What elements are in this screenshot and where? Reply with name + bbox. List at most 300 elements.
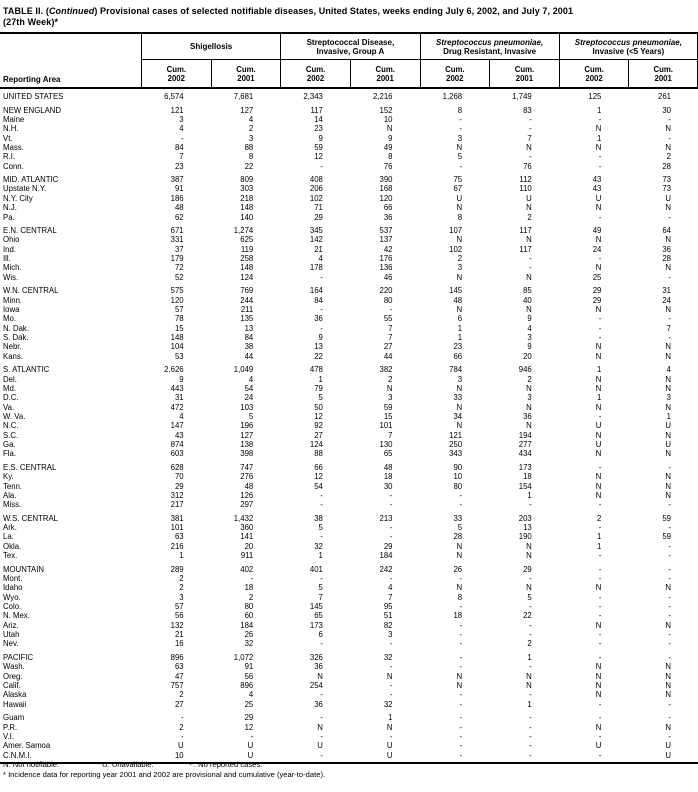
row-value: 43	[592, 175, 602, 185]
row-value: 211	[240, 304, 254, 314]
row-value: 2	[248, 592, 254, 602]
table-row	[0, 565, 698, 574]
row-value: N	[595, 481, 602, 491]
row-value: N	[456, 541, 463, 551]
row-value: -	[598, 639, 602, 649]
table-row	[0, 482, 698, 491]
row-value: 29	[592, 286, 602, 296]
row-value: 12	[314, 472, 323, 482]
row-label: Okla.	[3, 541, 22, 551]
row-value: N	[526, 583, 532, 593]
row-label: Tex.	[3, 551, 18, 561]
row-value: 2	[666, 152, 671, 162]
subcol-year: 2001	[237, 73, 255, 83]
row-value: 142	[309, 235, 323, 245]
row-value: N	[665, 142, 671, 152]
row-value: 24	[592, 244, 602, 254]
row-value: -	[459, 741, 463, 751]
table-title	[3, 6, 695, 28]
row-value: 56	[174, 611, 184, 621]
row-value: 360	[240, 523, 254, 533]
row-value: 5	[457, 152, 463, 162]
row-value: 125	[588, 92, 602, 101]
legend-not-notifiable: N: Not notifiable.	[3, 760, 60, 769]
row-value: N	[456, 235, 463, 245]
subcol-cum: Cum.	[236, 64, 256, 74]
table-row	[0, 273, 698, 282]
row-value: N	[595, 671, 602, 681]
row-value: 148	[240, 203, 254, 213]
row-value: 184	[379, 551, 393, 561]
row-value: 132	[170, 620, 184, 630]
row-label: N.J.	[3, 203, 17, 213]
row-value: 179	[170, 254, 184, 264]
row-label: N. Mex.	[3, 611, 30, 621]
column-group-strep-pneumoniae-under-5	[559, 34, 698, 60]
row-value: 80	[244, 602, 254, 612]
row-value: 2,626	[164, 365, 184, 375]
row-value: -	[181, 731, 184, 741]
row-value: -	[598, 314, 602, 324]
row-value: 140	[240, 212, 254, 222]
row-label: Ky.	[3, 472, 14, 482]
row-value: 2,216	[372, 92, 393, 101]
row-label: Guam	[3, 713, 25, 723]
row-value: 184	[240, 620, 254, 630]
row-value: -	[529, 254, 532, 264]
row-value: -	[598, 611, 602, 621]
row-value: 24	[662, 295, 671, 305]
row-value: -	[668, 564, 671, 574]
row-value: 8	[457, 105, 463, 115]
row-value: 120	[379, 193, 393, 203]
row-value: -	[459, 630, 463, 640]
table-row	[0, 162, 698, 171]
row-value: 6	[457, 314, 463, 324]
row-label: N.Y. City	[3, 193, 33, 203]
row-value: 47	[174, 671, 184, 681]
row-value: 9	[527, 342, 532, 352]
row-value: 1	[597, 532, 602, 542]
row-value: 12	[314, 152, 323, 162]
footnote-incidence: * Incidence data for reporting year 2001 and 2002 are provisional and cumulative (year-to-date).	[3, 770, 326, 779]
row-value: 2,343	[303, 92, 323, 101]
table-row	[0, 203, 698, 212]
table-row	[0, 286, 698, 295]
row-value: -	[529, 574, 532, 583]
row-value: 28	[662, 161, 671, 171]
row-value: 102	[449, 244, 463, 254]
row-value: 7	[388, 430, 393, 440]
row-value: 33	[453, 513, 463, 523]
row-value: -	[459, 690, 463, 700]
row-value: -	[389, 731, 393, 741]
row-value: 277	[518, 439, 532, 449]
row-value: 73	[662, 175, 671, 185]
row-value: 27	[174, 699, 184, 709]
row-value: 127	[240, 430, 254, 440]
row-value: 9	[318, 133, 323, 143]
table-row	[0, 662, 698, 671]
row-value: 1	[457, 333, 463, 342]
row-value: N	[386, 383, 393, 393]
row-value: 1,274	[233, 226, 254, 236]
row-value: 88	[314, 449, 323, 459]
row-value: 8	[248, 152, 254, 162]
row-value: 36	[383, 212, 393, 222]
row-value: 10	[383, 114, 393, 124]
row-value: 276	[240, 472, 254, 482]
table-row	[0, 700, 698, 709]
row-value: N	[526, 551, 532, 561]
row-value: 95	[383, 602, 393, 612]
row-value: 1	[388, 713, 393, 723]
row-value: 3	[527, 393, 532, 403]
title-continued: Continued	[48, 6, 95, 16]
row-value: N	[665, 124, 671, 134]
table-row	[0, 440, 698, 449]
row-value: 29	[523, 564, 532, 574]
table-row	[0, 324, 698, 333]
row-value: N	[665, 430, 671, 440]
row-value: -	[668, 133, 671, 143]
reporting-area-header: Reporting Area	[3, 75, 61, 84]
row-value: 27	[383, 342, 393, 352]
row-value: 4	[666, 365, 671, 375]
row-value: 62	[174, 212, 184, 222]
table-row	[0, 574, 698, 583]
row-value: -	[389, 532, 393, 542]
table-row	[0, 500, 698, 509]
row-value: 250	[449, 439, 463, 449]
row-value: N	[665, 680, 671, 690]
row-value: 1	[527, 699, 532, 709]
row-value: 575	[170, 286, 184, 296]
row-value: 117	[310, 105, 323, 115]
row-value: 6,574	[164, 92, 184, 101]
row-value: N	[456, 551, 463, 561]
row-value: N	[526, 383, 532, 393]
row-label: MID. ATLANTIC	[3, 175, 59, 185]
table-row	[0, 514, 698, 523]
subcolumn-cum-2001	[350, 60, 420, 87]
row-value: 671	[170, 226, 184, 236]
row-label: Maine	[3, 114, 25, 124]
row-value: 9	[318, 333, 323, 342]
row-value: -	[668, 462, 671, 472]
row-value: 20	[244, 541, 254, 551]
row-label: N.C.	[3, 421, 19, 431]
row-value: 244	[240, 295, 254, 305]
row-value: U	[595, 193, 602, 203]
row-value: N	[317, 722, 323, 732]
row-value: -	[668, 602, 671, 612]
row-value: 37	[174, 244, 184, 254]
row-value: 402	[240, 564, 254, 574]
row-value: -	[598, 161, 602, 171]
row-value: 4	[248, 114, 254, 124]
row-value: 896	[240, 680, 254, 690]
row-value: 117	[519, 226, 532, 236]
row-value: N	[595, 203, 602, 213]
row-label: Upstate N.Y.	[3, 184, 47, 194]
table-row	[0, 672, 698, 681]
column-group-strep-pneumoniae-drug-resistant	[420, 34, 559, 60]
row-value: -	[668, 272, 671, 282]
row-label: Ga.	[3, 439, 16, 449]
row-value: 343	[449, 449, 463, 459]
table-row	[0, 314, 698, 323]
row-value: 90	[453, 462, 463, 472]
row-value: 76	[523, 161, 532, 171]
row-value: U	[665, 741, 671, 751]
row-value: 173	[518, 462, 532, 472]
row-value: 36	[662, 244, 671, 254]
row-value: -	[598, 212, 602, 222]
row-value: 2	[388, 374, 393, 384]
row-value: N	[595, 235, 602, 245]
row-value: -	[459, 574, 463, 583]
row-value: N	[456, 272, 463, 282]
row-value: 49	[592, 226, 602, 236]
row-value: 4	[179, 411, 184, 421]
row-value: N	[526, 541, 532, 551]
row-value: -	[459, 161, 463, 171]
row-value: 117	[519, 244, 532, 254]
row-value: -	[389, 490, 393, 500]
row-value: 16	[174, 639, 184, 649]
row-value: -	[668, 699, 671, 709]
row-value: 5	[318, 393, 323, 403]
row-value: 70	[174, 472, 184, 482]
row-value: 1	[179, 551, 184, 561]
row-value: U	[317, 741, 323, 751]
row-value: -	[668, 212, 671, 222]
row-value: 56	[244, 671, 254, 681]
row-value: N	[665, 472, 671, 482]
subcolumn-cum-2001	[628, 60, 698, 87]
row-value: N	[456, 383, 463, 393]
row-value: 242	[379, 564, 393, 574]
row-value: 34	[453, 411, 463, 421]
row-value: -	[598, 114, 602, 124]
row-value: N	[595, 472, 602, 482]
row-value: N	[595, 430, 602, 440]
row-value: 59	[383, 402, 393, 412]
table-row	[0, 175, 698, 184]
table-row	[0, 463, 698, 472]
row-value: 59	[662, 513, 671, 523]
row-value: N	[456, 203, 463, 213]
row-value: N	[595, 583, 602, 593]
row-value: 1	[597, 365, 602, 375]
row-value: N	[665, 490, 671, 500]
row-value: 80	[453, 481, 463, 491]
table-row	[0, 194, 698, 203]
row-value: 12	[314, 411, 323, 421]
row-value: -	[598, 564, 602, 574]
row-value: 60	[244, 611, 254, 621]
table-row	[0, 245, 698, 254]
table-row	[0, 342, 698, 351]
row-value: U	[665, 439, 671, 449]
row-value: 148	[170, 333, 184, 342]
row-value: 1,268	[442, 92, 463, 101]
row-value: 18	[383, 472, 393, 482]
table-row	[0, 602, 698, 611]
row-value: 10	[174, 750, 184, 760]
row-value: 1	[318, 374, 323, 384]
row-value: 390	[379, 175, 393, 185]
row-label: Ala.	[3, 490, 17, 500]
row-label: Minn.	[3, 295, 23, 305]
subcol-cum: Cum.	[514, 64, 535, 74]
table-row	[0, 653, 698, 662]
row-value: 83	[523, 105, 532, 115]
row-value: -	[529, 124, 532, 134]
row-value: -	[320, 304, 323, 314]
group-label-line1: Streptococcus pneumoniae,	[574, 37, 682, 47]
row-value: -	[250, 574, 254, 583]
table-row	[0, 542, 698, 551]
row-value: 22	[244, 161, 254, 171]
row-value: -	[529, 630, 532, 640]
row-label: Miss.	[3, 500, 22, 510]
row-value: -	[181, 133, 184, 143]
row-label: Mass.	[3, 142, 24, 152]
row-value: N	[665, 671, 671, 681]
row-value: 103	[240, 402, 254, 412]
row-value: 31	[662, 286, 671, 296]
row-value: 130	[379, 439, 393, 449]
row-value: 36	[523, 411, 532, 421]
row-value: 152	[379, 105, 393, 115]
column-group-strep-disease-group-a	[280, 34, 419, 60]
row-value: -	[389, 500, 393, 510]
row-value: -	[320, 750, 323, 760]
row-value: N	[456, 402, 463, 412]
row-label: V.I.	[3, 731, 14, 741]
row-value: 10	[453, 472, 463, 482]
row-label: S. ATLANTIC	[3, 365, 50, 375]
row-value: N	[665, 351, 671, 361]
table-row	[0, 713, 698, 722]
legend-unavailable: U: Unavailable.	[102, 760, 154, 769]
row-value: 112	[519, 175, 532, 185]
table-row	[0, 532, 698, 541]
row-value: -	[598, 574, 602, 583]
row-value: N	[386, 671, 393, 681]
table-row	[0, 235, 698, 244]
row-value: 79	[314, 383, 323, 393]
row-value: 21	[174, 630, 184, 640]
subcolumn-cum-2002	[280, 60, 350, 87]
row-value: N	[595, 351, 602, 361]
row-value: 29	[383, 541, 393, 551]
row-value: 29	[592, 295, 602, 305]
table-row	[0, 583, 698, 592]
row-value: 121	[170, 105, 184, 115]
row-value: 537	[379, 226, 393, 236]
row-label: Mo.	[3, 314, 16, 324]
row-value: 5	[318, 523, 323, 533]
row-value: 178	[309, 263, 323, 273]
row-value: -	[459, 639, 463, 649]
row-value: 126	[240, 490, 254, 500]
row-value: N	[595, 722, 602, 732]
row-value: -	[320, 532, 323, 542]
table-row	[0, 491, 698, 500]
row-value: 1	[527, 490, 532, 500]
row-value: 44	[244, 351, 254, 361]
row-value: 102	[309, 193, 323, 203]
row-value: -	[668, 592, 671, 602]
row-value: U	[247, 741, 254, 751]
row-label: Ark.	[3, 523, 17, 533]
row-value: 911	[240, 551, 254, 561]
row-value: -	[598, 602, 602, 612]
row-value: 120	[170, 295, 184, 305]
row-value: 443	[170, 383, 184, 393]
row-value: 91	[174, 184, 184, 194]
group-label-line1: Shigellosis	[190, 42, 233, 52]
row-value: N	[665, 342, 671, 352]
table-row	[0, 690, 698, 699]
row-value: 3	[457, 133, 463, 143]
row-value: N	[386, 722, 393, 732]
row-value: 46	[383, 272, 393, 282]
row-label: Ariz.	[3, 620, 19, 630]
row-value: 206	[309, 184, 323, 194]
table-row	[0, 741, 698, 750]
table-row	[0, 152, 698, 161]
row-value: N	[665, 383, 671, 393]
table-row	[0, 551, 698, 560]
row-value: 30	[662, 105, 671, 115]
row-value: 101	[379, 421, 393, 431]
row-value: 896	[170, 652, 184, 662]
row-value: 5	[318, 583, 323, 593]
row-value: -	[529, 602, 532, 612]
row-value: -	[459, 662, 463, 672]
row-value: 57	[174, 602, 184, 612]
row-value: 5	[248, 411, 254, 421]
row-value: -	[320, 574, 323, 583]
row-value: N	[595, 263, 602, 273]
row-value: 213	[379, 513, 393, 523]
row-value: 8	[388, 152, 393, 162]
row-label: Va.	[3, 402, 15, 412]
row-value: 54	[244, 383, 254, 393]
row-value: -	[459, 490, 463, 500]
row-value: 1	[597, 393, 602, 403]
row-value: -	[598, 333, 602, 342]
row-value: 401	[309, 564, 323, 574]
row-value: -	[389, 574, 393, 583]
row-value: 15	[383, 411, 393, 421]
table-row	[0, 254, 698, 263]
row-value: -	[598, 551, 602, 561]
row-value: 874	[170, 439, 184, 449]
row-value: N	[386, 124, 393, 134]
row-value: N	[665, 203, 671, 213]
row-value: -	[668, 652, 671, 662]
row-value: 36	[314, 662, 323, 672]
row-value: 625	[240, 235, 254, 245]
row-value: 26	[244, 630, 254, 640]
subcol-cum: Cum.	[584, 64, 604, 74]
row-value: -	[529, 731, 532, 741]
